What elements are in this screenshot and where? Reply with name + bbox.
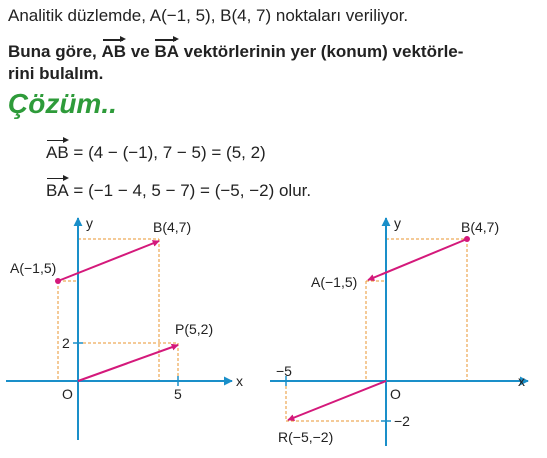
right-origin-label: O [390,386,401,402]
right-point-b-label: B(4,7) [461,219,500,235]
right-vector-ba [368,239,467,280]
right-point-b [464,236,470,242]
right-y-axis-label: y [394,215,401,231]
equation-ab-vector: AB [46,139,69,163]
right-x-tick-label: −5 [276,363,292,379]
equation-ba-vector: BA [46,177,69,201]
solution-heading: Çözüm.. [8,88,117,119]
left-x-axis-label: x [236,373,243,389]
left-guides [58,239,178,381]
right-x-axis-label: x [518,373,525,389]
right-graph [270,215,528,446]
task-text-and: ve [130,42,150,61]
left-point-a-label: A(−1,5) [10,260,57,276]
left-origin-label: O [62,386,73,402]
left-y-tick-label: 2 [62,335,70,351]
right-y-tick-label: −2 [394,413,410,429]
left-point-p-label: P(5,2) [175,321,214,337]
vector-ba-label: BA [154,38,179,62]
left-y-axis-label: y [86,215,93,231]
right-vector-or [288,381,386,420]
problem-statement: Analitik düzlemde, A(−1, 5), B(4, 7) noktaları veriliyor. [8,6,409,25]
right-guides [286,239,467,421]
left-graph [6,215,243,440]
right-point-a-label: A(−1,5) [311,274,358,290]
left-x-tick-label: 5 [174,386,182,402]
equation-ba-rhs: = (−1 − 4, 5 − 7) = (−5, −2) olur. [73,181,312,200]
vector-ab-label: AB [102,38,127,62]
equation-ab-rhs: = (4 − (−1), 7 − 5) = (5, 2) [73,143,266,162]
right-point-r-label: R(−5,−2) [278,429,334,445]
task-text-start: Buna göre, [8,42,97,61]
left-point-b-label: B(4,7) [153,219,192,235]
task-text-end: vektörlerinin yer (konum) vektörle- [183,42,464,61]
left-vector-ab [58,241,159,281]
left-vector-op [78,345,178,381]
task-line-2: rini bulalım. [8,64,104,83]
left-point-a [55,278,61,284]
